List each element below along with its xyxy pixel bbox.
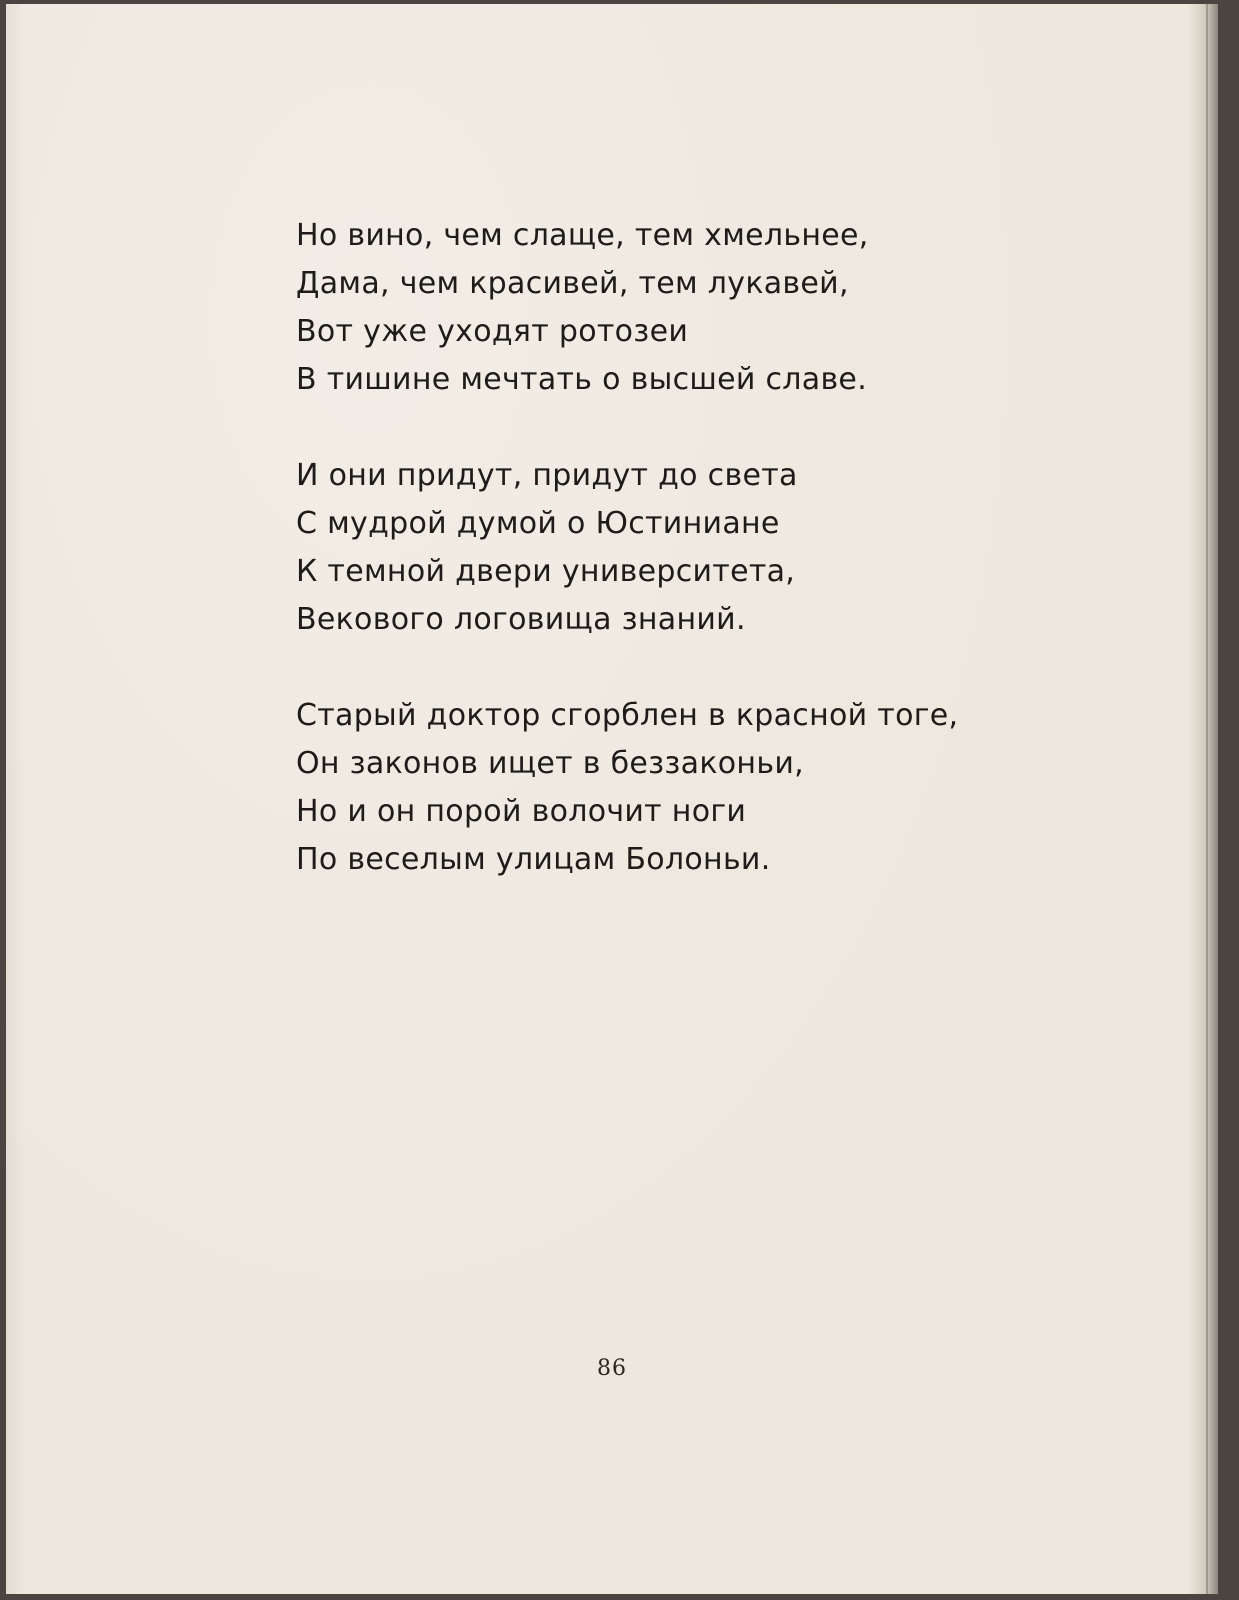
- poem: [296, 212, 1056, 884]
- page-number: 86: [597, 1356, 627, 1381]
- poem-line: Векового логовища знаний.: [296, 602, 746, 637]
- book-page: [6, 4, 1218, 1594]
- stanza: [296, 452, 1056, 644]
- stanza: [296, 692, 1056, 884]
- poem-line: Но и он порой волочит ноги: [296, 794, 747, 829]
- poem-line: Вот уже уходят ротозеи: [296, 314, 689, 349]
- poem-line: Но вино, чем слаще, тем хмельнее,: [296, 218, 869, 253]
- poem-line: В тишине мечтать о высшей славе.: [296, 362, 868, 397]
- poem-line: К темной двери университета,: [296, 554, 796, 589]
- poem-line: По веселым улицам Болоньи.: [296, 842, 771, 877]
- stanza: [296, 212, 1056, 404]
- poem-line: С мудрой думой о Юстиниане: [296, 506, 780, 541]
- poem-line: И они придут, придут до света: [296, 458, 798, 493]
- poem-line: Старый доктор сгорблен в красной тоге,: [296, 698, 959, 733]
- poem-line: Он законов ищет в беззаконьи,: [296, 746, 804, 781]
- poem-line: Дама, чем красивей, тем лукавей,: [296, 266, 849, 301]
